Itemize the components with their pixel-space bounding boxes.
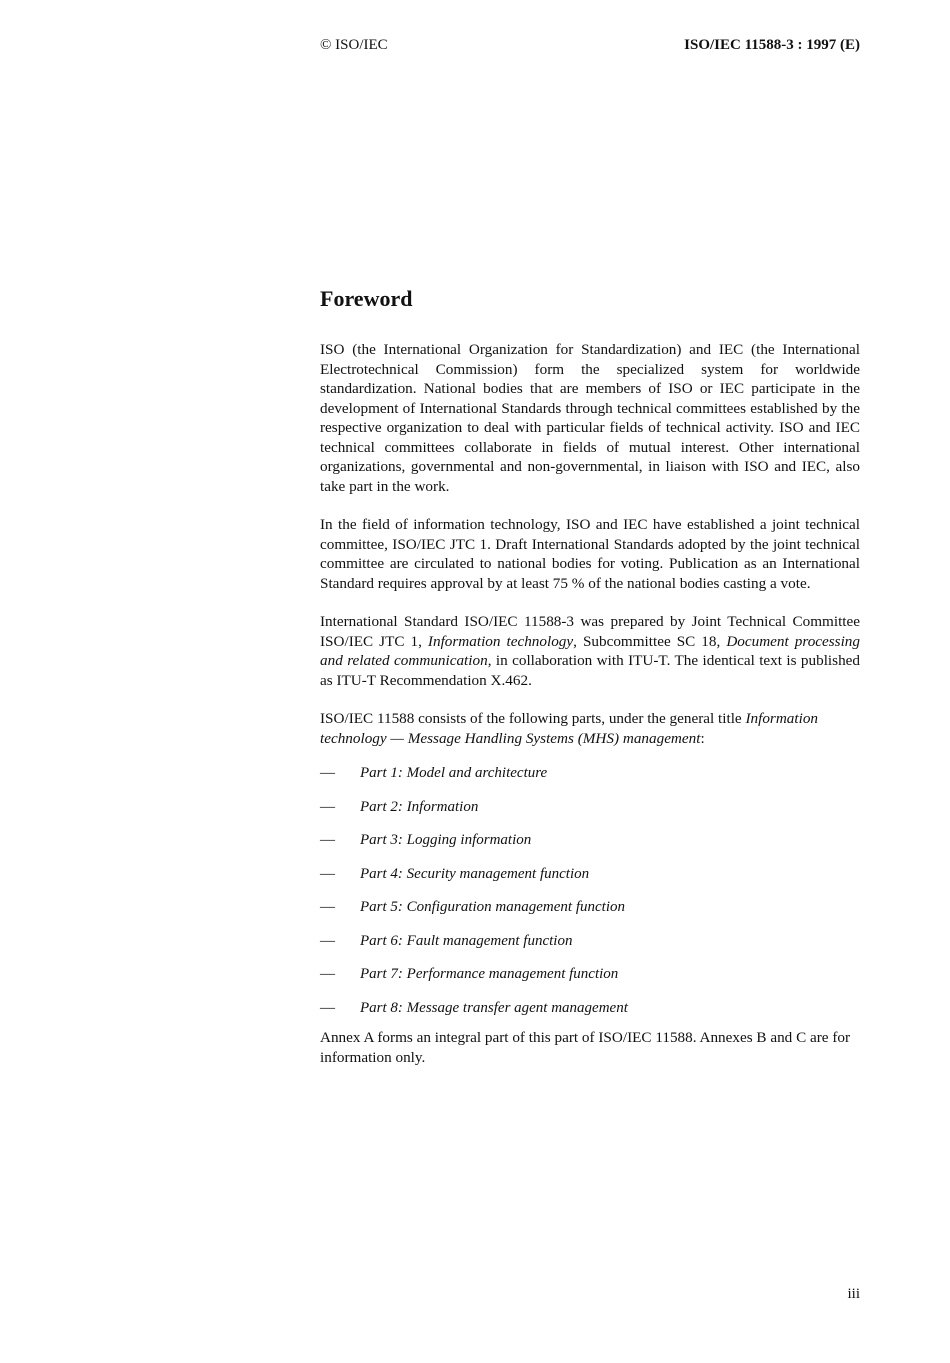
- list-item: [320, 864, 860, 898]
- part-label: Part 2: Information: [360, 798, 479, 815]
- list-dash: —: [320, 999, 335, 1016]
- list-item: [320, 763, 860, 797]
- paragraph-preparation: [320, 612, 860, 690]
- paragraph-iso-iec-intro: ISO (the International Organization for Standardization) and IEC (the International Electrotechnical Commission) form the specialized system for worldwide standardization. National bodies that are members of ISO or IEC participate in the development of International Standards through technical committees established by the respective organization to deal with particular fields of technical activity. ISO and IEC technical committees collaborate in fields of mutual interest. Other international organizations, governmental and non-governmental, in liaison with ISO and IEC, also take part in the work.: [320, 341, 860, 495]
- list-item: [320, 931, 860, 965]
- list-item: [320, 830, 860, 864]
- paragraph-parts-intro: [320, 709, 860, 748]
- list-item: [320, 998, 860, 1032]
- preparation-text-e: , in collaboration with ITU-T. The identical text is published as ITU-T Recommendation X.462.: [320, 652, 860, 689]
- part-label: Part 3: Logging information: [360, 832, 532, 848]
- list-dash: —: [320, 832, 335, 848]
- header-document-id: ISO/IEC 11588-3 : 1997 (E): [684, 37, 860, 53]
- part-label: Part 5: Configuration management function: [360, 899, 625, 915]
- part-label: Part 4: Security management function: [360, 865, 590, 882]
- list-item: [320, 797, 860, 831]
- page-title: Foreword: [320, 286, 413, 311]
- foreword-section: [320, 284, 860, 1086]
- list-dash: —: [320, 899, 335, 915]
- parts-list: [320, 763, 860, 1031]
- part-label: Part 1: Model and architecture: [360, 765, 548, 781]
- list-dash: —: [320, 932, 335, 949]
- part-label: Part 6: Fault management function: [360, 932, 573, 949]
- list-dash: —: [320, 865, 335, 882]
- header-copyright: © ISO/IEC: [320, 37, 388, 53]
- list-dash: —: [320, 798, 335, 815]
- parts-general-title: Information technology — Message Handling Systems (MHS) management: [320, 710, 819, 747]
- list-dash: —: [320, 966, 335, 982]
- preparation-text-a: International Standard ISO/IEC 11588-3 was prepared by Joint Technical Committee ISO/IEC JTC 1,: [320, 613, 860, 650]
- list-item: [320, 897, 860, 931]
- paragraph-annex: Annex A forms an integral part of this part of ISO/IEC 11588. Annexes B and C are for information only.: [320, 1029, 851, 1066]
- part-label: Part 7: Performance management function: [360, 966, 619, 982]
- list-dash: —: [320, 765, 335, 781]
- preparation-committee-title: Information technology: [427, 632, 574, 650]
- parts-intro-text: ISO/IEC 11588 consists of the following parts, under the general title: [320, 710, 746, 727]
- parts-intro-colon: :: [700, 729, 705, 747]
- page-number: iii: [847, 1286, 860, 1302]
- part-label: Part 8: Message transfer agent management: [360, 999, 628, 1016]
- list-item: [320, 964, 860, 998]
- paragraph-jtc1: In the field of information technology, ISO and IEC have established a joint technical committee, ISO/IEC JTC 1. Draft International Standards adopted by the joint technical committee are circulated to national bodies for voting. Publication as an International Standard requires approval by at least 75 % of the national bodies casting a vote.: [320, 516, 860, 592]
- preparation-subcommittee-title: Document processing and related communication: [320, 632, 860, 669]
- preparation-text-c: , Subcommittee SC 18,: [573, 632, 727, 650]
